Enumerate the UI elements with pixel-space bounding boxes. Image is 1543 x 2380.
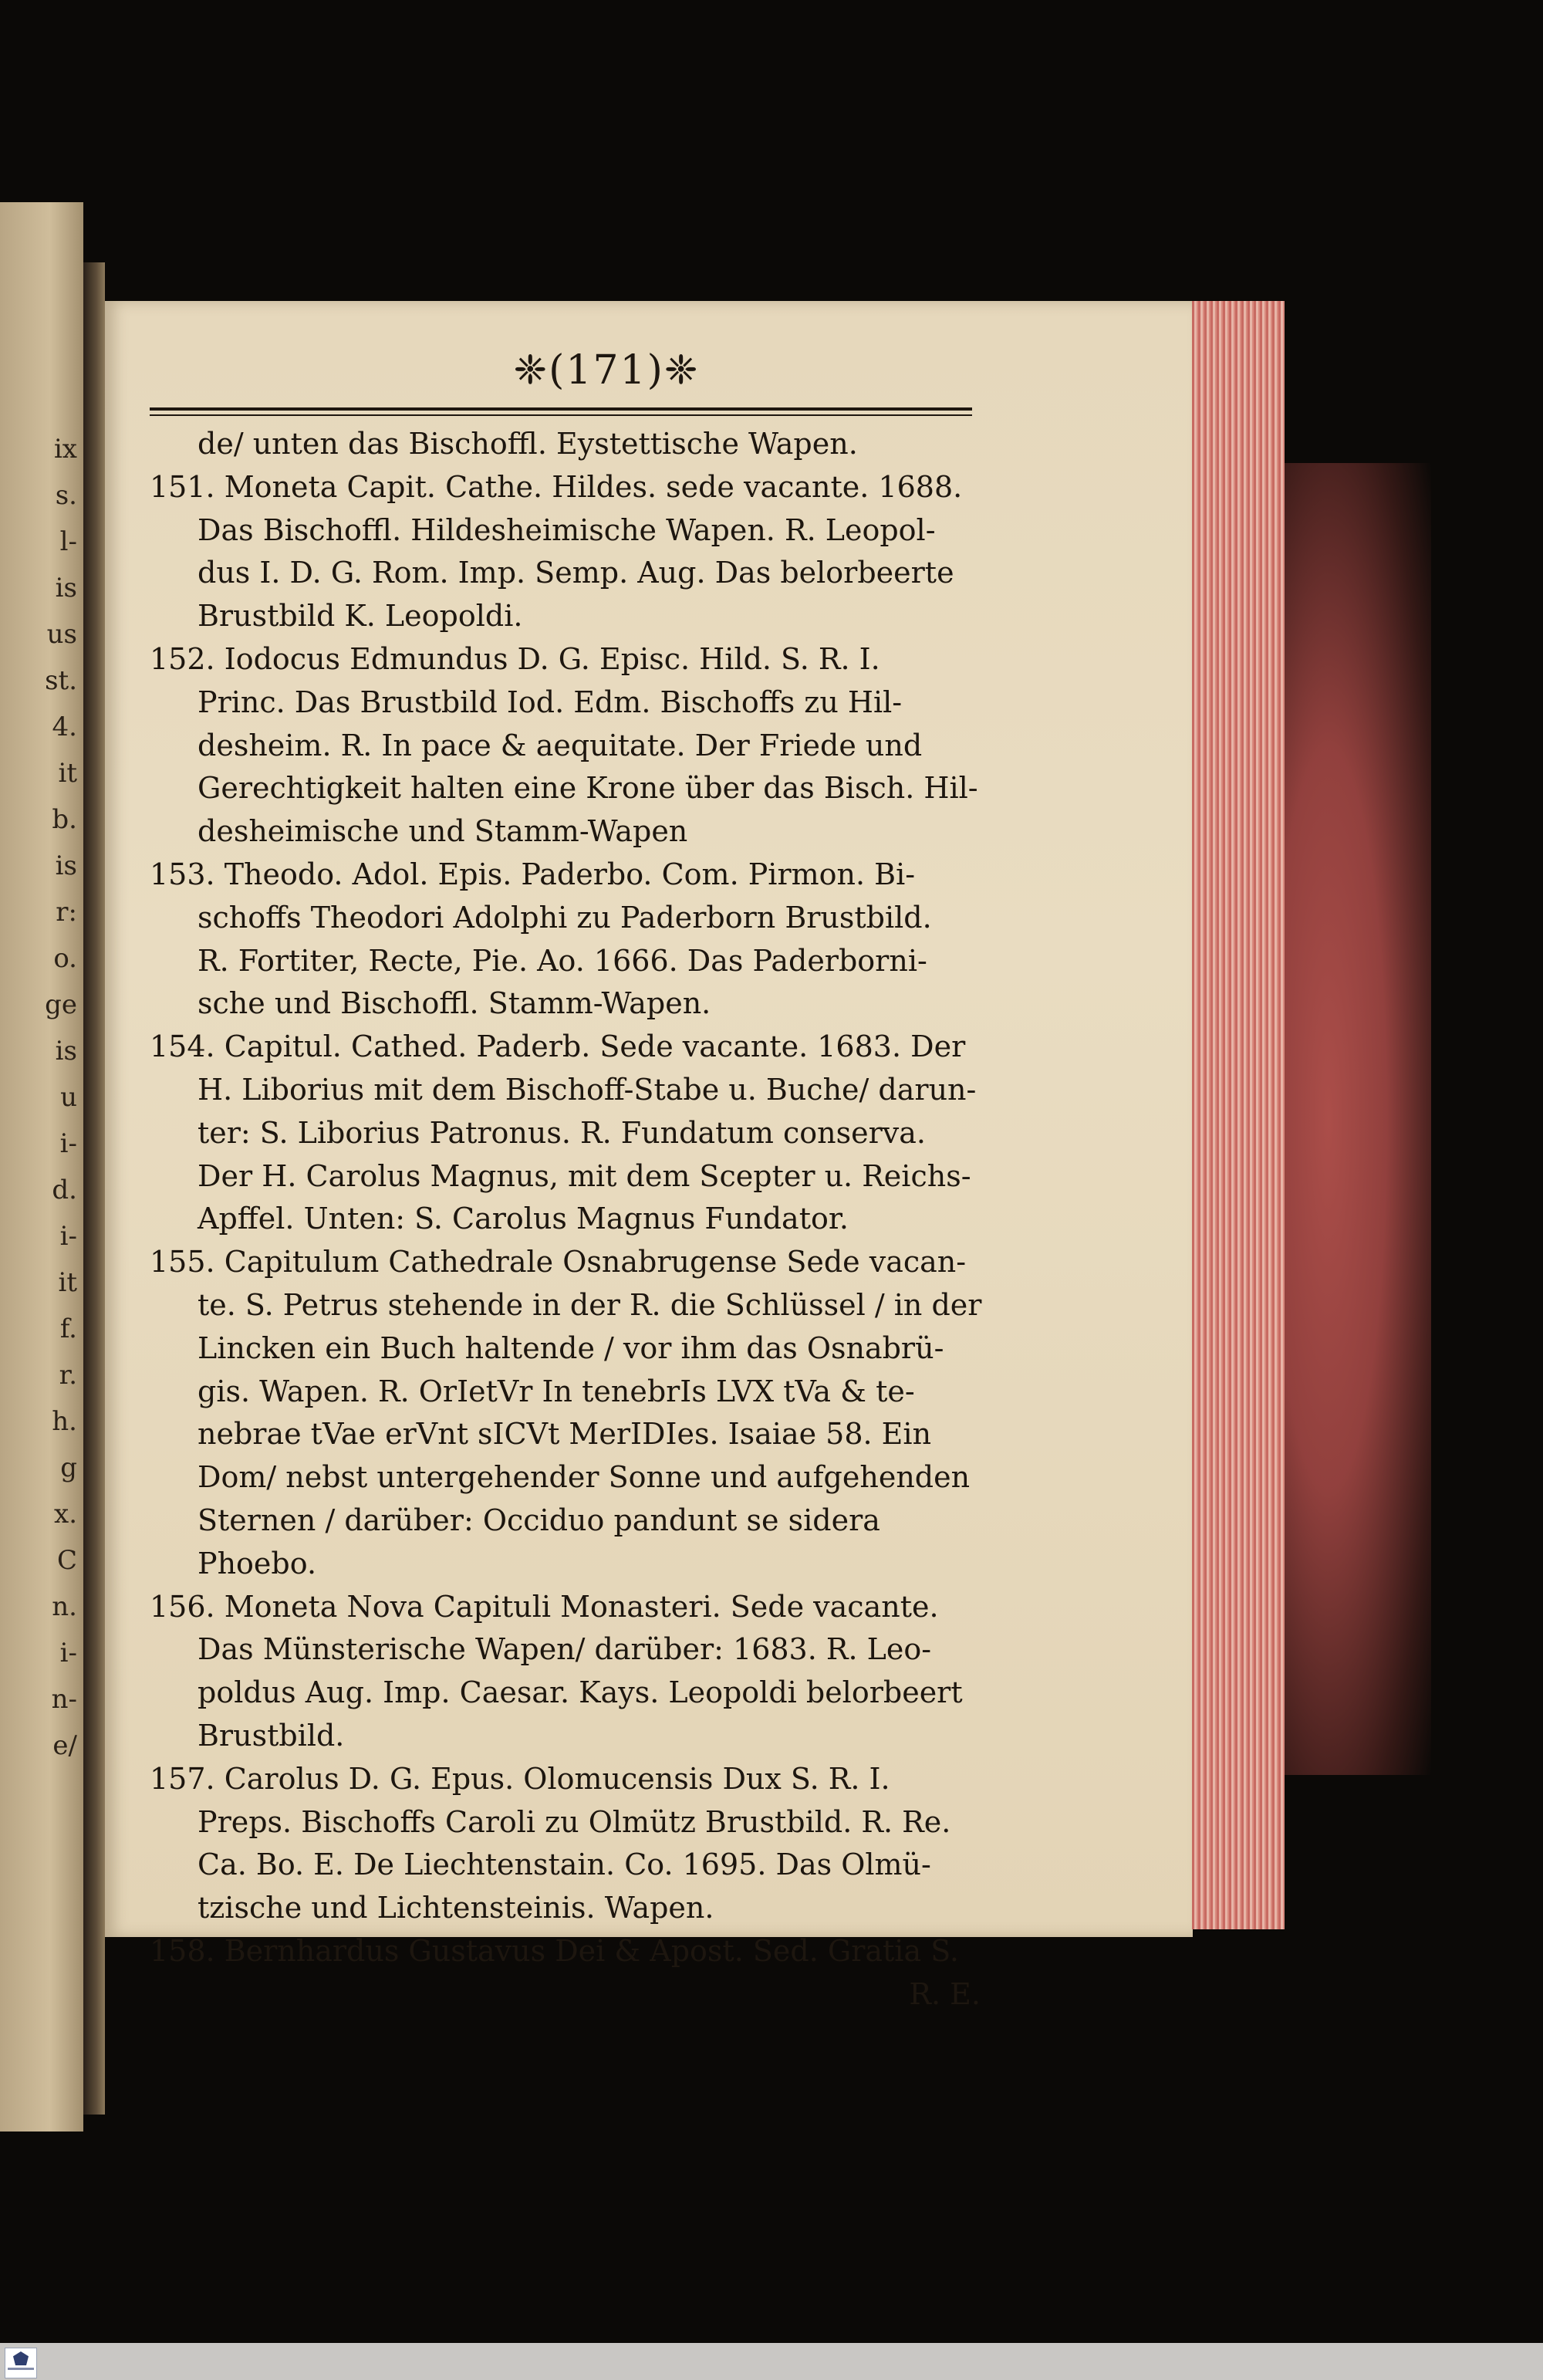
text-line: desheim. R. In pace & aequitate. Der Friede und xyxy=(198,728,923,762)
text-line: 154. Capitul. Cathed. Paderb. Sede vacante. 1683. Der xyxy=(150,1029,966,1064)
margin-fragment: is xyxy=(55,573,77,603)
text-line: Lincken ein Buch haltende / vor ihm das Osnabrü- xyxy=(198,1330,944,1365)
page-body-text xyxy=(150,423,987,2016)
text-line: 156. Moneta Nova Capituli Monasteri. Sede vacante. xyxy=(150,1589,939,1624)
text-line: Dom/ nebst untergehender Sonne und aufgehenden xyxy=(198,1460,971,1495)
text-line: Brustbild. xyxy=(198,1718,345,1753)
text-line: poldus Aug. Imp. Caesar. Kays. Leopoldi belorbeert xyxy=(198,1675,963,1710)
catchword: R. E. xyxy=(909,1976,981,2011)
margin-fragment: 4. xyxy=(52,712,77,742)
text-line: Der H. Carolus Magnus, mit dem Scepter u. Reichs- xyxy=(198,1158,971,1193)
margin-fragment: i- xyxy=(59,1638,77,1668)
text-line: Preps. Bischoffs Caroli zu Olmütz Brustbild. R. Re. xyxy=(198,1804,951,1839)
margin-fragment: it xyxy=(58,1267,77,1298)
book-gutter xyxy=(83,262,105,2115)
text-line: ter: S. Liborius Patronus. R. Fundatum conserva. xyxy=(198,1115,926,1150)
text-line: tzische und Lichtensteinis. Wapen. xyxy=(198,1891,714,1925)
text-line: Phoebo. xyxy=(198,1546,317,1580)
margin-fragment: is xyxy=(55,850,77,881)
text-line: sche und Bischoffl. Stamm-Wapen. xyxy=(198,986,711,1021)
margin-fragment: s. xyxy=(55,480,77,511)
margin-fragment: i- xyxy=(59,1221,77,1252)
margin-fragment: o. xyxy=(53,943,77,974)
margin-fragment: l- xyxy=(59,526,77,557)
margin-fragment: b. xyxy=(52,804,77,835)
margin-fragment: is xyxy=(55,1036,77,1067)
margin-fragment: i- xyxy=(59,1128,77,1159)
margin-fragment: r. xyxy=(59,1360,77,1391)
margin-fragment: r: xyxy=(56,897,77,928)
book-cover-edge xyxy=(1285,463,1431,1775)
text-line: desheimische und Stamm-Wapen xyxy=(198,814,688,849)
margin-fragment: C xyxy=(56,1545,77,1576)
page-edges-red xyxy=(1192,301,1285,1929)
text-line: R. Fortiter, Recte, Pie. Ao. 1666. Das Paderborni- xyxy=(198,943,927,978)
text-line: Gerechtigkeit halten eine Krone über das Bisch. Hil- xyxy=(198,771,978,806)
margin-fragment: u xyxy=(60,1082,77,1113)
previous-page-edge xyxy=(0,202,83,2132)
margin-fragment: x. xyxy=(54,1499,77,1530)
margin-fragment: g xyxy=(60,1452,77,1483)
text-line: Sternen / darüber: Occiduo pandunt se sidera xyxy=(198,1503,880,1537)
page-header: ❈(171)❈ xyxy=(513,347,700,394)
margin-fragment: d. xyxy=(52,1175,77,1205)
margin-fragment: h. xyxy=(52,1406,77,1437)
text-line: Ca. Bo. E. De Liechtenstain. Co. 1695. Das Olmü- xyxy=(198,1848,931,1882)
text-line: schoffs Theodori Adolphi zu Paderborn Brustbild. xyxy=(198,900,932,935)
text-line: te. S. Petrus stehende in der R. die Schlüssel / in der xyxy=(198,1287,982,1322)
margin-fragment: e/ xyxy=(52,1730,77,1761)
previous-page-margin-text xyxy=(0,426,77,1769)
margin-fragment: it xyxy=(58,758,77,789)
margin-fragment: f. xyxy=(59,1313,77,1344)
text-line: dus I. D. G. Rom. Imp. Semp. Aug. Das belorbeerte xyxy=(198,556,954,590)
viewer-footer-bar xyxy=(0,2343,1543,2380)
text-line: Apffel. Unten: S. Carolus Magnus Fundator. xyxy=(198,1202,849,1236)
text-line: 155. Capitulum Cathedrale Osnabrugense Sede vacan- xyxy=(150,1245,967,1280)
book-page xyxy=(105,301,1193,2011)
margin-fragment: n- xyxy=(51,1684,77,1715)
margin-fragment: st. xyxy=(45,665,77,696)
margin-fragment: ix xyxy=(53,434,77,465)
text-line: nebrae tVae erVnt sICVt MerIDIes. Isaiae 58. Ein xyxy=(198,1417,932,1452)
margin-fragment: us xyxy=(46,619,77,650)
text-line: 157. Carolus D. G. Epus. Olomucensis Dux S. R. I. xyxy=(150,1761,890,1796)
text-line: de/ unten das Bischoffl. Eystettische Wapen. xyxy=(198,427,858,461)
text-line: gis. Wapen. R. OrIetVr In tenebrIs LVX tVa & te- xyxy=(198,1374,915,1408)
text-line: 151. Moneta Capit. Cathe. Hildes. sede vacante. 1688. xyxy=(150,469,963,504)
header-rule-thin xyxy=(150,414,972,416)
text-line: Das Bischoffl. Hildesheimische Wapen. R. Leopol- xyxy=(198,512,936,547)
library-logo-icon xyxy=(5,2348,37,2378)
margin-fragment: n. xyxy=(52,1591,77,1622)
margin-fragment: ge xyxy=(45,989,77,1020)
text-line: Princ. Das Brustbild Iod. Edm. Bischoffs zu Hil- xyxy=(198,685,903,719)
text-line: 152. Iodocus Edmundus D. G. Episc. Hild. S. R. I. xyxy=(150,641,880,676)
text-line: Brustbild K. Leopoldi. xyxy=(198,599,523,634)
text-line: 153. Theodo. Adol. Epis. Paderbo. Com. Pirmon. Bi- xyxy=(150,857,916,891)
header-rule xyxy=(150,407,972,411)
text-line: 158. Bernhardus Gustavus Dei & Apost. Sed. Gratia S. xyxy=(150,1933,959,1968)
text-line: H. Liborius mit dem Bischoff-Stabe u. Buche/ darun- xyxy=(198,1072,977,1107)
text-line: Das Münsterische Wapen/ darüber: 1683. R. Leo- xyxy=(198,1632,932,1667)
